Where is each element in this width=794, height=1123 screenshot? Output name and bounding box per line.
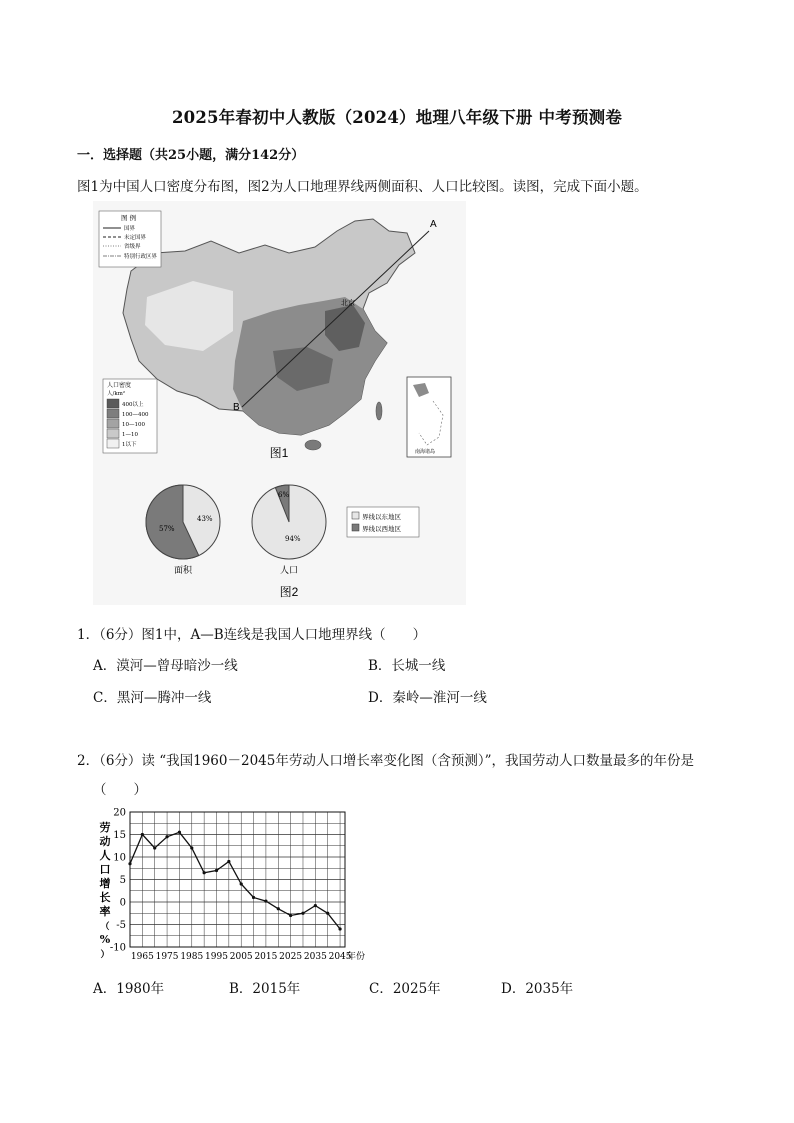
density-class: 100—400 <box>122 412 149 418</box>
figure-svg <box>93 201 466 605</box>
pie-legend-swatch-west <box>352 524 359 531</box>
x-axis-unit: 年份 <box>347 952 366 962</box>
point-b-label: B <box>233 402 240 413</box>
density-title: 人口密度 <box>107 382 132 389</box>
point-a-label: A <box>430 219 437 230</box>
data-point <box>314 904 317 907</box>
data-point <box>252 896 255 899</box>
legend-item: 特别行政区界 <box>124 254 158 260</box>
map-legend <box>99 211 161 267</box>
x-tick-label: 1995 <box>205 952 228 962</box>
map-hainan <box>305 440 321 450</box>
density-swatch <box>107 419 119 428</box>
pie-legend-west: 界线以西地区 <box>362 525 401 533</box>
data-point <box>203 871 206 874</box>
y-tick-label: 5 <box>119 875 126 886</box>
y-tick-label: -10 <box>109 942 126 954</box>
density-class: 10—100 <box>122 422 145 428</box>
beijing-label: 北京 <box>341 300 355 307</box>
chart-grid <box>130 812 345 947</box>
pie-area-east-label: 43% <box>197 515 213 523</box>
question-2-blank: （ ） <box>93 782 147 798</box>
q1-option-a[interactable]: A．漠河—曾母暗沙一线 <box>93 658 238 674</box>
density-swatch <box>107 429 119 438</box>
chart-y-ticks <box>110 808 126 954</box>
pie-legend-swatch-east <box>352 512 359 519</box>
pie-legend <box>347 507 419 537</box>
x-tick-label: 2045 <box>328 952 352 962</box>
data-point <box>338 927 341 930</box>
map-taiwan <box>376 402 382 420</box>
data-point <box>141 833 144 836</box>
q1-option-d[interactable]: D．秦岭—淮河一线 <box>368 690 487 706</box>
data-point <box>289 914 292 917</box>
y-tick-label: 0 <box>119 897 126 909</box>
density-swatch <box>107 399 119 408</box>
page-title: 2025年春初中人教版（2024）地理八年级下册 中考预测卷 <box>171 108 623 127</box>
x-tick-label: 2005 <box>229 952 253 962</box>
q2-option-a[interactable]: A．1980年 <box>93 981 165 997</box>
section-heading: 一．选择题（共25小题，满分142分） <box>77 148 305 163</box>
data-point <box>190 846 193 849</box>
figure2-caption: 图2 <box>279 585 299 599</box>
legend-title: 图 例 <box>121 214 137 222</box>
inset-box <box>407 377 451 457</box>
q2-option-c[interactable]: C．2025年 <box>369 981 441 997</box>
data-point <box>215 869 218 872</box>
inset-label: 南海诸岛 <box>415 449 436 455</box>
legend-item: 省级界 <box>124 244 141 250</box>
labor-growth-chart <box>93 803 373 965</box>
density-class: 1—10 <box>122 432 138 438</box>
question-2-stem: 2．（6分）读 “我国1960－2045年劳动人口增长率变化图（含预测）”，我国劳动人口数量最多的年份是 <box>77 753 694 769</box>
density-legend <box>103 379 157 453</box>
y-tick-label: -5 <box>116 920 126 931</box>
q2-option-b[interactable]: B．2015年 <box>229 981 301 997</box>
data-point <box>153 846 156 849</box>
y-tick-label: 10 <box>113 852 126 864</box>
data-point <box>277 907 280 910</box>
chart-ylabel: 劳动人口增长率（%） <box>99 821 111 960</box>
chart-x-ticks <box>131 950 365 962</box>
chart-series-line <box>130 832 340 929</box>
x-tick-label: 2035 <box>303 952 327 962</box>
figure-block <box>93 201 466 605</box>
legend-item: 未定国界 <box>124 235 147 241</box>
data-point <box>301 912 304 915</box>
x-tick-label: 1965 <box>130 952 154 962</box>
data-point <box>165 835 168 838</box>
pie-area-west-label: 57% <box>159 525 175 533</box>
pie-population-label: 人口 <box>279 566 299 576</box>
intro-text: 图1为中国人口密度分布图，图2为人口地理界线两侧面积、人口比较图。读图，完成下面小题。 <box>77 179 648 195</box>
data-point <box>240 882 243 885</box>
data-point <box>227 860 230 863</box>
data-point <box>264 900 267 903</box>
x-tick-label: 2015 <box>254 952 278 962</box>
south-sea-inset <box>407 377 451 457</box>
x-tick-label: 1975 <box>155 952 179 962</box>
q2-option-d[interactable]: D．2035年 <box>501 981 574 997</box>
data-point <box>128 862 131 865</box>
figure1-caption: 图1 <box>269 446 289 460</box>
data-point <box>326 912 329 915</box>
y-tick-label: 15 <box>113 830 126 841</box>
x-tick-label: 1985 <box>180 952 204 962</box>
pie-population-east-label: 94% <box>285 535 301 543</box>
data-point <box>178 831 181 834</box>
q1-option-b[interactable]: B．长城一线 <box>368 658 446 674</box>
density-unit: 人/km² <box>107 391 126 397</box>
density-class: 1以下 <box>122 442 137 448</box>
x-tick-label: 2025 <box>279 952 303 962</box>
legend-item: 国界 <box>124 226 136 232</box>
question-1-stem: 1．（6分）图1中，A—B连线是我国人口地理界线（ ） <box>77 627 427 643</box>
density-swatch <box>107 409 119 418</box>
q1-option-c[interactable]: C．黑河—腾冲一线 <box>93 690 212 706</box>
pie-population-west-label: 6% <box>278 491 290 499</box>
density-class: 400以上 <box>122 402 144 408</box>
y-tick-label: 20 <box>113 807 126 819</box>
density-swatch <box>107 439 119 448</box>
chart-svg <box>93 803 373 965</box>
pie-area-label: 面积 <box>173 566 193 576</box>
pie-legend-east: 界线以东地区 <box>362 513 401 521</box>
